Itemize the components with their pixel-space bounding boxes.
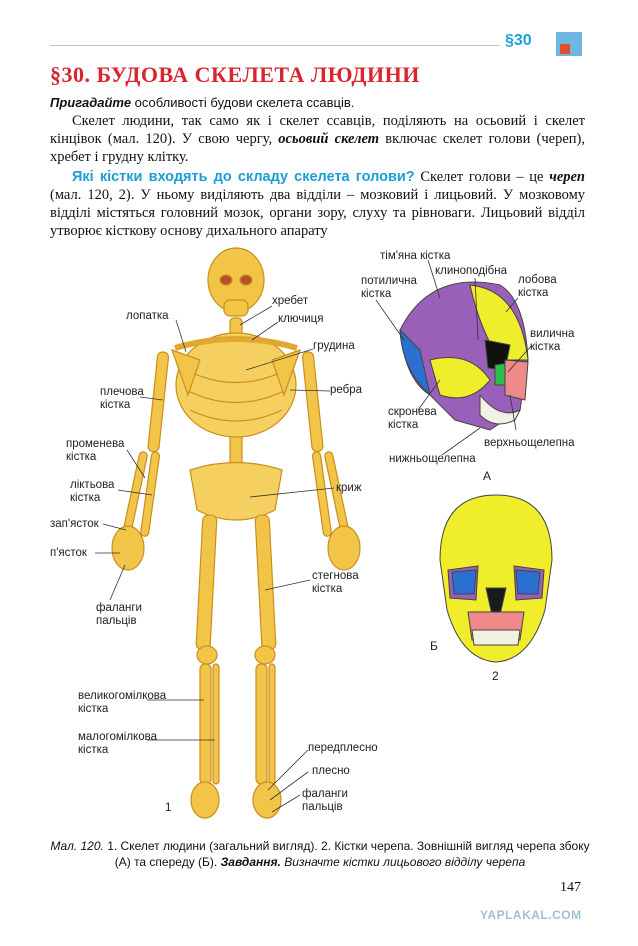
page-title: §30. БУДОВА СКЕЛЕТА ЛЮДИНИ xyxy=(50,62,420,87)
label-stegnova: стегнова кістка xyxy=(312,570,359,595)
caption-task-bold: Завдання. xyxy=(220,855,281,869)
label-velykogomilkova: великогомілкова кістка xyxy=(78,690,167,715)
label-fig1: 1 xyxy=(165,802,172,814)
label-potylychna: потилична кістка xyxy=(361,275,417,300)
page-number: 147 xyxy=(560,880,581,895)
para2-question: Які кістки входять до складу скелета голови? xyxy=(72,169,415,185)
label-rebra: ребра xyxy=(330,384,363,396)
para1-bold: осьовий скелет xyxy=(278,131,380,147)
recall-text: особливості будови скелета ссавців. xyxy=(131,95,355,110)
para2-text-b: (мал. 120, 2). У ньому виділяють два відділи – мозковий і лицьовий. У мозковому відділі містяться головний мозок, органи зору, слуху та рівноваги. Лицьовий відділ утворює кісткову основу дихального апарату xyxy=(50,187,585,239)
label-klynopodibna: клиноподібна xyxy=(435,265,508,277)
label-grudyna: грудина xyxy=(313,340,355,352)
skull-front-figure xyxy=(440,495,552,662)
label-zapyastok: зап'ясток xyxy=(50,518,99,530)
label-falangy2: фаланги пальців xyxy=(302,788,348,813)
caption-lead: Мал. 120. xyxy=(50,839,104,853)
label-fig2: 2 xyxy=(492,669,499,683)
label-falangy: фаланги пальців xyxy=(96,602,142,627)
label-khrebet: хребет xyxy=(272,295,309,307)
recall-bold: Пригадайте xyxy=(50,95,132,110)
label-verkhnoshchelepna: верхньощелепна xyxy=(484,437,575,449)
watermark: YAPLAKAL.COM xyxy=(480,908,582,922)
label-plesno: плесно xyxy=(312,765,350,777)
label-klyuchytsya: ключиця xyxy=(278,313,324,325)
para2-text-a: Скелет голови – це xyxy=(414,169,550,185)
caption-task-text: Визначте кістки лицьового відділу черепа xyxy=(280,855,526,869)
label-timyana: тім'яна кістка xyxy=(380,250,451,262)
label-promeneva: променева кістка xyxy=(66,438,125,463)
label-plechova: плечова кістка xyxy=(100,386,144,411)
label-lopatka: лопатка xyxy=(126,310,169,322)
label-pyastok: п'ясток xyxy=(50,547,87,559)
figure-caption xyxy=(50,838,590,870)
para1-text-a: Скелет людини, так само як і скелет ссавців, поділяють на осьовий і скелет кінцівок (мал. 120). У свою чергу, xyxy=(50,113,585,147)
label-liktova: ліктьова кістка xyxy=(70,479,115,504)
label-peredplesno: передплесно xyxy=(308,742,378,754)
label-vylychna: вилична кістка xyxy=(530,328,575,353)
label-lobova: лобова кістка xyxy=(518,274,557,299)
label-malogomilkova: малогомілкова кістка xyxy=(78,731,157,756)
label-nyzhnoshchelepna: нижньощелепна xyxy=(389,453,476,465)
section-badge: §30 xyxy=(505,32,532,49)
label-skroneva: скронева кістка xyxy=(388,406,437,431)
label-B: Б xyxy=(430,639,438,653)
caption-text: 1. Скелет людини (загальний вигляд). 2. Кістки черепа. Зовнішній вигляд черепа збоку (А) та спереду (Б). xyxy=(103,839,590,869)
label-A: А xyxy=(483,469,492,483)
label-kryzh: криж xyxy=(336,482,362,494)
para2-bold: череп xyxy=(549,169,585,185)
para1-text-b: включає скелет голови (череп), хребет і грудну клітку. xyxy=(50,131,585,165)
